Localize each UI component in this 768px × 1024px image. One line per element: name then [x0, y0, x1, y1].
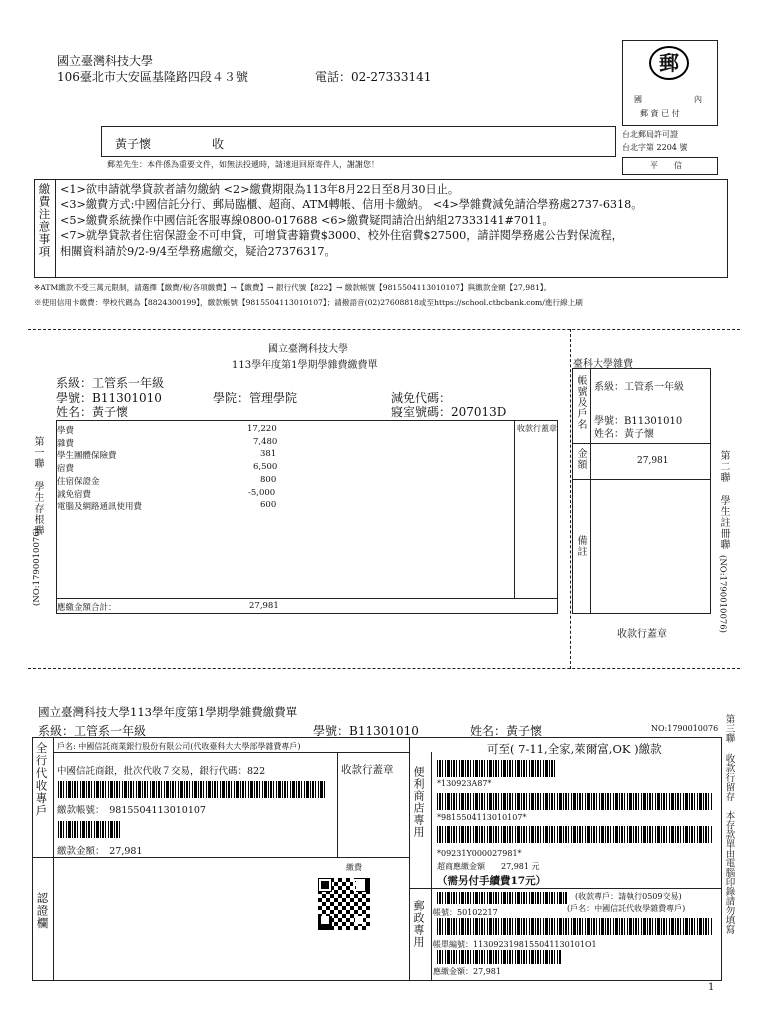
stub3-id: 學號：B11301010 — [313, 724, 419, 738]
barcode — [437, 826, 713, 843]
barcode — [437, 892, 567, 904]
courier-note: 郵差先生：本件係為重要文件，如無法投遞時，請速退回原寄件人，謝謝您！ — [107, 160, 379, 169]
fee-item: 學生團體保險費 — [57, 451, 117, 462]
atm-note: ※ATM繳款不受三萬元限制，請選擇【繳費/稅/各項繳費】→【繳費】→ 銀行代號【822】→ 繳款帳號【9815504113010107】與繳款金額【27,981】。 — [34, 283, 552, 292]
stub1-total-label: 應繳金額合計： — [57, 603, 117, 613]
fee-amount: -5,000 — [248, 487, 276, 498]
barcode — [58, 821, 120, 838]
stub2-amount: 27,981 — [637, 456, 669, 466]
mail-type: 平 信 — [650, 161, 682, 170]
sender-name: 國立臺灣科技大學 — [57, 54, 154, 68]
fee-amount: 381 — [260, 449, 277, 460]
stub3-account-name: 戶名: 中國信託商業銀行股份有限公司(代收臺科大大學部學雜費專戶) — [57, 742, 301, 751]
stub1-dorm: 寢室號碼：207013D — [391, 405, 507, 419]
stub3-post-amount: 應繳金額：27,981 — [433, 967, 501, 976]
stub2-header: 臺科大學雜費 — [573, 359, 633, 370]
post-logo-icon: 郵 — [649, 46, 689, 80]
stub3-title: 國立臺灣科技大學113學年度第1學期學雜費繳費單 — [38, 705, 298, 719]
stub1-side-label: 第一聯 學生存根聯 — [32, 436, 43, 536]
tear-line-top — [28, 329, 740, 330]
fee-row — [57, 462, 337, 475]
stub3-pay-amount: 繳款金額： 27,981 — [57, 846, 143, 857]
stub1-total: 27,981 — [249, 601, 279, 611]
stub1-id: 學號：B11301010 — [56, 391, 162, 405]
notice-line: 相關資料請於9/2-9/4至學務處繳交，疑洽27376317。 — [60, 244, 336, 258]
stub1-title: 113學年度第1學期學雜費繳費單 — [232, 360, 378, 371]
stub3-side-label: 第三聯 收款行留存 本存款單由電腦印錄請勿填寫 — [723, 714, 735, 934]
stub3-store-fee: （需另付手續費17元） — [437, 875, 547, 887]
fee-row — [57, 424, 337, 437]
recipient-suffix: 收 — [212, 137, 225, 151]
fee-item: 電腦及網路通訊使用費 — [57, 502, 143, 513]
fee-item: 宿費 — [57, 464, 75, 475]
stub1-dept: 系級：工管系一年級 — [56, 376, 165, 390]
notice-lines — [60, 182, 642, 259]
stub3-store-code1: *130923A87* — [437, 779, 492, 788]
fee-amount: 17,220 — [247, 424, 277, 434]
stub2-table — [572, 368, 711, 614]
stub3-store-title: 可至( 7-11,全家,萊爾富,OK )繳款 — [487, 742, 662, 756]
postage-permit-no: 台北字第 2204 號 — [622, 143, 688, 152]
postage-line1-left: 國 — [634, 95, 642, 104]
stub2-serial: (NO:1790010076) — [717, 555, 728, 633]
fee-item: 減免宿費 — [57, 489, 92, 500]
stub2-side-label: 第二聯 學生註冊聯 — [718, 450, 729, 550]
stub3-post-note2: (戶名：中國信託代收學雜費專戶) — [567, 904, 686, 913]
stub1-bank-stamp: 收款行蓋章 — [517, 424, 557, 433]
stub2-name: 姓名：黃子懷 — [594, 429, 654, 440]
stub3-dept: 系級：工管系一年級 — [38, 724, 147, 738]
fee-row — [57, 475, 337, 488]
fee-row — [57, 437, 337, 450]
stub1-college: 學院：管理學院 — [213, 391, 298, 405]
fee-item: 雜費 — [57, 438, 75, 449]
barcode — [437, 918, 713, 935]
stub2-dept: 系級：工管系一年級 — [594, 382, 684, 393]
fee-amount: 800 — [260, 474, 277, 485]
stub3-post-note1: (收款專戶：請執行0509交易) — [575, 892, 682, 901]
stub1-serial: (NO:1790010076) — [32, 528, 42, 606]
barcode — [58, 781, 326, 798]
stub3-name: 姓名：黃子懷 — [470, 724, 543, 738]
stub3-store-code3: *09231Y000027981* — [437, 849, 522, 858]
stub3-post-bill: 帳單編號：1130923198155041130101O1 — [433, 940, 597, 949]
barcode — [437, 760, 555, 777]
stub3-store-code2: *9815504113010107* — [437, 813, 527, 822]
notice-line: <5>繳費系統操作中國信託客服專線0800-017688 <6>繳費疑問請洽出納組27333141#7011。 — [60, 213, 554, 227]
fee-item: 住宿保證金 — [57, 476, 100, 487]
barcode — [437, 950, 561, 964]
stub3-post-side: 郵政專用 — [412, 900, 425, 948]
sender-phone: 電話：02-27333141 — [315, 70, 432, 84]
fee-row — [57, 500, 337, 513]
barcode — [437, 793, 713, 810]
postage-line1-right: 內 — [694, 95, 702, 104]
recipient-name: 黃子懷 — [115, 137, 152, 151]
stub3-serial: NO:1790010076 — [651, 724, 719, 733]
stub3-bank-stamp: 收款行蓋章 — [341, 764, 394, 776]
stub1-name: 姓名：黃子懷 — [56, 405, 129, 419]
stub2-account-label: 帳號及戶名 — [575, 375, 586, 430]
stub3-cert-label: 認證欄 — [35, 892, 50, 930]
stub2-amount-label: 金額 — [575, 448, 586, 470]
postage-paid: 郵 資 已 付 — [640, 109, 680, 118]
fee-row — [57, 449, 337, 462]
stub3-bank-side: 全行代收專戶 — [34, 742, 49, 817]
sender-address: 106臺北市大安區基隆路四段４３號 — [57, 70, 248, 84]
stub2-id: 學號：B11301010 — [594, 416, 683, 427]
notice-side-label: 繳費注意事項 — [37, 183, 52, 258]
notice-line: <1>欲申請就學貸款者請勿繳納 <2>繳費期限為113年8月22日至8月30日止。 — [60, 183, 460, 196]
stub3-store-side: 便利商店專用 — [412, 766, 425, 838]
stub3-bank-line: 中國信託商銀，批次代收７交易，銀行代碼：822 — [57, 766, 266, 777]
fee-amount: 600 — [260, 500, 277, 511]
stub2-remark-label: 備註 — [575, 535, 586, 557]
stub1-waiver: 減免代碼： — [391, 391, 452, 405]
stub1-school: 國立臺灣科技大學 — [268, 344, 348, 355]
tear-line-bottom — [28, 668, 740, 669]
stub2-bank-stamp: 收款行蓋章 — [617, 629, 667, 640]
fee-item: 學費 — [57, 426, 75, 436]
notice-line: <3>繳費方式:中國信託分行、郵局臨櫃、超商、ATM轉帳、信用卡繳納。 <4>學雜費減免請洽學務處2737-6318。 — [60, 198, 643, 212]
fee-list — [57, 424, 337, 514]
stub3-pay-account: 繳款帳號： 9815504113010107 — [57, 805, 206, 816]
fee-amount: 7,480 — [253, 436, 278, 447]
fee-amount: 6,500 — [253, 462, 278, 473]
credit-card-note: ※使用信用卡繳費：學校代碼為【8824300199】，繳款帳號【9815504113010107】；請撥語音(02)27608818或至https://school.ctbcbank.com/進行線上刷 — [34, 298, 583, 307]
recipient-box — [101, 126, 616, 157]
stub3-post-account: 帳號：50102217 — [433, 908, 498, 917]
page-number: 1 — [708, 982, 715, 993]
tear-line-vertical — [570, 329, 571, 669]
fee-row — [57, 488, 337, 501]
notice-line: <7>就學貸款者住宿保證金不可申貸，可增貸書籍費$3000、校外住宿費$27500，請詳閱學務處公告對保流程， — [60, 229, 623, 243]
postage-permit: 台北郵局許可證 — [622, 130, 678, 139]
stub3-qr-label: 繳費 — [346, 863, 362, 872]
stub3-store-amount: 超商應繳金額 27,981 元 — [437, 862, 540, 871]
